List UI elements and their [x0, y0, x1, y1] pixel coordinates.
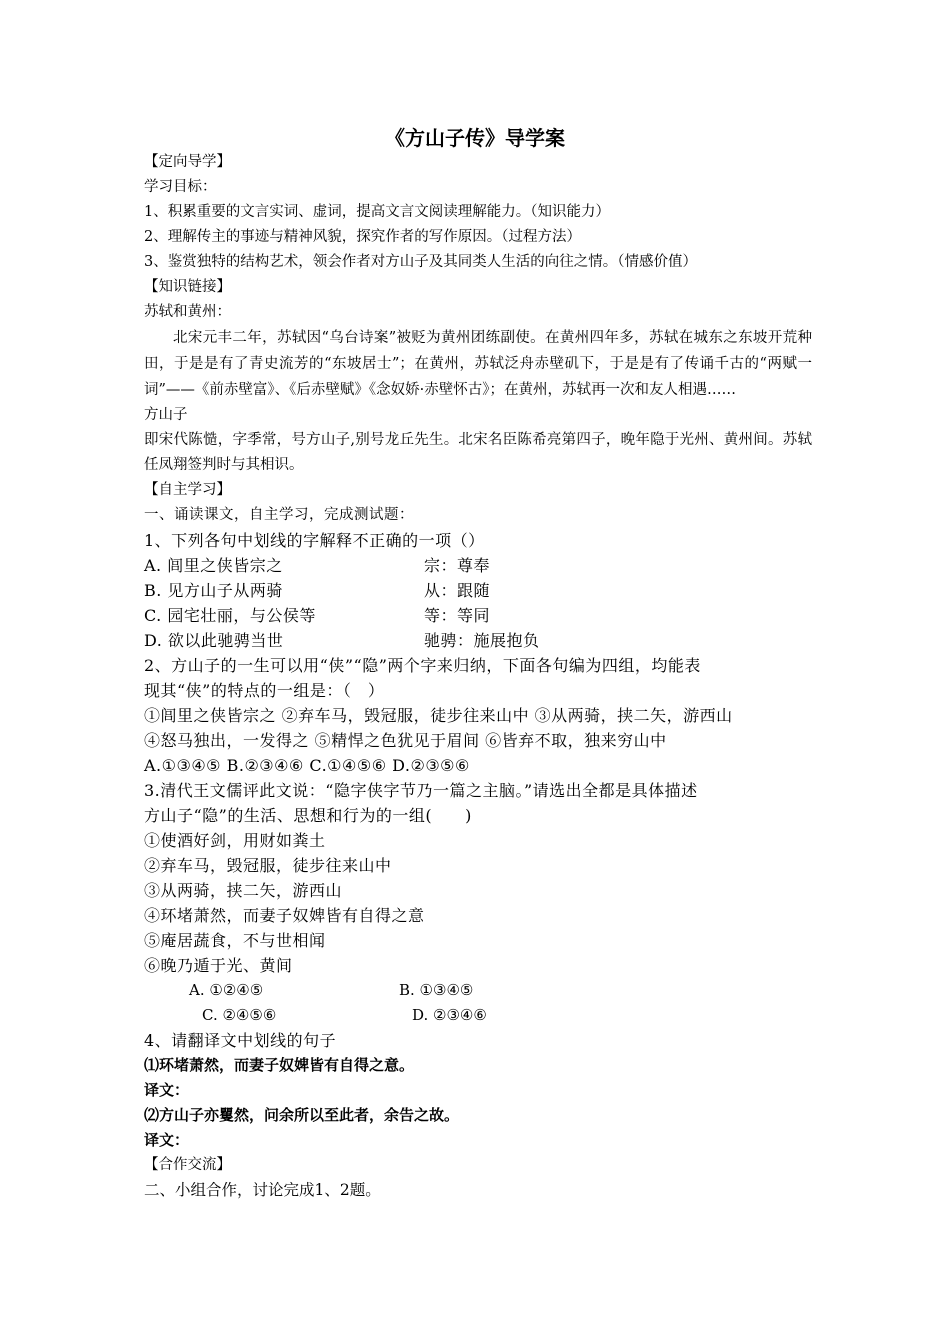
fangshanzi-paragraph: 即宋代陈慥，字季常，号方山子,别号龙丘先生。北宋名臣陈希亮第四子，晚年隐于光州、黄州间。苏轼任凤翔签判时与其相识。 — [144, 432, 812, 473]
part2-intro: 二、小组合作，讨论完成1、2题。 — [144, 1181, 381, 1199]
part1-intro: 一、诵读课文，自主学习，完成测试题： — [144, 507, 414, 523]
question-1-stem: 1、下列各句中划线的字解释不正确的一项（） — [144, 531, 485, 550]
goals-label: 学习目标： — [144, 179, 217, 195]
goal-item: 1、积累重要的文言实词、虚词，提高文言文阅读理解能力。（知识能力） — [144, 204, 610, 220]
question-2-stem-line: 2、方山子的一生可以用“侠”“隐”两个字来归纳，下面各句编为四组，均能表 — [144, 656, 701, 675]
choice-c: C. ②④⑤⑥ — [202, 1006, 277, 1024]
option-sentence: C. 园宅壮丽，与公侯等 — [144, 606, 316, 625]
sushi-paragraph: 北宋元丰二年，苏轼因“乌台诗案”被贬为黄州团练副使。在黄州四年多，苏轼在城东之东坡开荒种田，于是是有了青史流芳的“东坡居士”；在黄州，苏轼泛舟赤壁矶下，于是是有了传诵千古的“两赋一词”——《前赤壁富》、《后赤壁赋》《念奴娇·赤壁怀古》；在黄州，苏轼再一次和友人相遇…… — [144, 330, 812, 398]
question-1-option — [144, 553, 812, 578]
translate-sentence-2: ⑵方山子亦矍然，问余所以至此者，余告之故。 — [144, 1106, 460, 1124]
question-3-item: ③从两骑，挟二矢，游西山 — [144, 881, 343, 900]
option-sentence: A. 闾里之侠皆宗之 — [144, 556, 283, 575]
option-sentence: B. 见方山子从两骑 — [144, 581, 283, 600]
question-3-choices-row — [144, 978, 812, 1003]
choice-d: D. ②③④⑥ — [412, 1006, 487, 1024]
sushi-label: 苏轼和黄州： — [144, 304, 231, 320]
option-sentence: D. 欲以此驰骋当世 — [144, 631, 284, 650]
question-2-stem-line: 现其“侠”的特点的一组是：（ ） — [144, 681, 385, 700]
question-2-items-line: ④怒马独出，一发得之 ⑤精悍之色犹见于眉间 ⑥皆弃不取，独来穷山中 — [144, 731, 667, 750]
fangshanzi-label: 方山子 — [144, 407, 188, 423]
question-2-items-line: ①闾里之侠皆宗之 ②弃车马，毁冠服，徒步往来山中 ③从两骑，挟二矢，游西山 — [144, 706, 733, 725]
question-2-choices: A.①③④⑤ B.②③④⑥ C.①④⑤⑥ D.②③⑤⑥ — [144, 756, 470, 775]
question-4-stem: 4、请翻译文中划线的句子 — [144, 1031, 337, 1050]
section-heading-zhishi: 【知识链接】 — [144, 279, 231, 295]
question-1-option — [144, 578, 812, 603]
page-title: 《方山子传》导学案 — [385, 126, 565, 150]
question-3-item: ⑥晚乃遁于光、黄间 — [144, 956, 293, 975]
question-3-item: ⑤庵居蔬食，不与世相闻 — [144, 931, 326, 950]
section-heading-dingxiang: 【定向导学】 — [144, 154, 231, 170]
question-3-stem-line: 3.清代王文儒评此文说：“隐字侠字节乃一篇之主脑。”请选出全都是具体描述 — [144, 781, 698, 800]
question-1-option — [144, 603, 812, 628]
question-3-choices-row — [144, 1003, 812, 1028]
choice-b: B. ①③④⑤ — [399, 981, 474, 999]
option-gloss: 从：跟随 — [424, 581, 491, 600]
goal-item: 2、理解传主的事迹与精神风貌，探究作者的写作原因。（过程方法） — [144, 229, 581, 245]
question-1-option — [144, 628, 812, 653]
question-3-stem-line: 方山子“隐”的生活、思想和行为的一组( ) — [144, 806, 472, 825]
option-gloss: 等：等同 — [424, 606, 491, 625]
option-gloss: 驰骋：施展抱负 — [424, 631, 540, 650]
question-3-item: ②弃车马，毁冠服，徒步往来山中 — [144, 856, 392, 875]
document-body — [144, 150, 812, 1203]
translation-label: 译文： — [144, 1081, 190, 1099]
translate-sentence-1: ⑴环堵萧然，而妻子奴婢皆有自得之意。 — [144, 1056, 415, 1074]
choice-a: A. ①②④⑤ — [189, 981, 264, 999]
section-heading-hezuo: 【合作交流】 — [144, 1157, 231, 1173]
question-3-item: ①使酒好剑，用财如粪土 — [144, 831, 326, 850]
section-heading-zizhu: 【自主学习】 — [144, 482, 231, 498]
question-3-item: ④环堵萧然，而妻子奴婢皆有自得之意 — [144, 906, 425, 925]
translation-label: 译文： — [144, 1131, 190, 1149]
goal-item: 3、鉴赏独特的结构艺术，领会作者对方山子及其同类人生活的向往之情。（情感价值） — [144, 254, 697, 270]
option-gloss: 宗：尊奉 — [424, 556, 491, 575]
